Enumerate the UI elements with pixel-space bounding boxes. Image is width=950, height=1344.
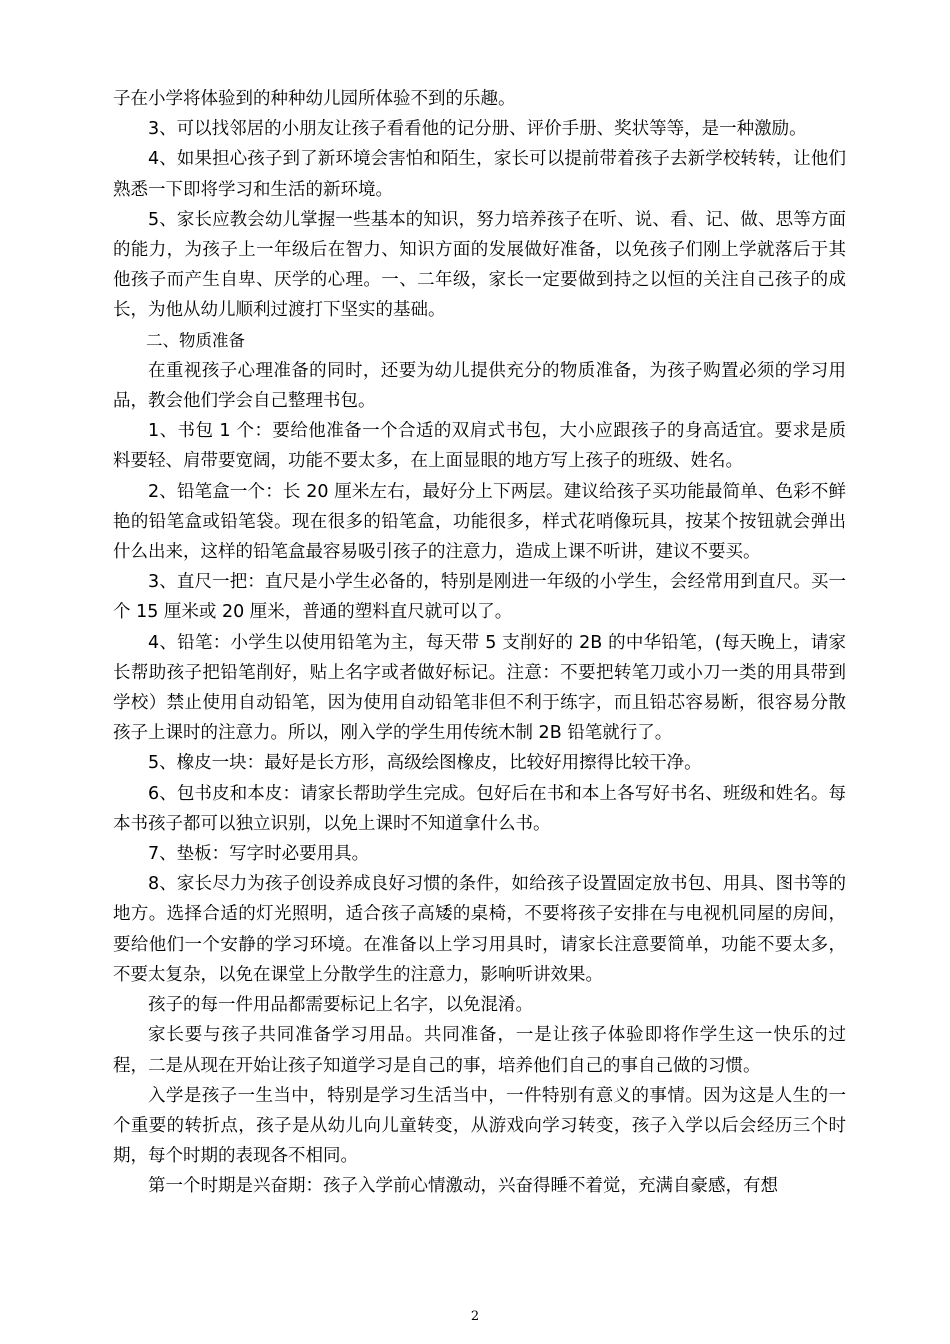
paragraph: 在重视孩子心理准备的同时，还要为幼儿提供充分的物质准备，为孩子购置必须的学习用品，教会他们学会自己整理书包。 (113, 360, 846, 412)
paragraph: 家长要与孩子共同准备学习用品。共同准备，一是让孩子体验即将作学生这一快乐的过程，二是从现在开始让孩子知道学习是自己的事，培养他们自己的事自己做的习惯。 (113, 1025, 846, 1076)
paragraph: 3、可以找邻居的小朋友让孩子看看他的记分册、评价手册、奖状等等，是一种激励。 (148, 119, 807, 140)
paragraph: 4、如果担心孩子到了新环境会害怕和陌生，家长可以提前带着孩子去新学校转转，让他们熟悉一下即将学习和生活的新环境。 (113, 149, 846, 200)
paragraph: 子在小学将体验到的种种幼儿园所体验不到的乐趣。 (113, 89, 516, 109)
page-number: 2 (470, 1309, 480, 1324)
paragraph: 7、垫板：写字时必要用具。 (148, 844, 370, 865)
paragraph: 2、铅笔盒一个：长 20 厘米左右，最好分上下两层。建议给孩子买功能最简单、色彩不鲜艳的铅笔盒或铅笔袋。现在很多的铅笔盒，功能很多，样式花哨像玩具，按某个按钮就会弹出什么出来，这样的铅笔盒最容易吸引孩子的注意力，造成上课不听讲，建议不要买。 (113, 481, 846, 563)
section-heading: 二、物质准备 (146, 330, 245, 350)
paragraph: 5、橡皮一块：最好是长方形，高级绘图橡皮，比较好用擦得比较干净。 (148, 753, 702, 774)
paragraph: 孩子的每一件用品都需要标记上名字，以免混淆。 (148, 995, 533, 1016)
paragraph: 3、直尺一把：直尺是小学生必备的，特别是刚进一年级的小学生，会经常用到直尺。买一个 15 厘米或 20 厘米，普通的塑料直尺就可以了。 (113, 572, 846, 623)
paragraph: 5、家长应教会幼儿掌握一些基本的知识，努力培养孩子在听、说、看、记、做、思等方面的能力，为孩子上一年级后在智力、知识方面的发展做好准备，以免孩子们刚上学就落后于其他孩子而产生自卑、厌学的心理。一、二年级，家长一定要做到持之以恒的关注自己孩子的成长，为他从幼儿顺利过渡打下坚实的基础。 (113, 209, 846, 321)
paragraph: 6、包书皮和本皮：请家长帮助学生完成。包好后在书和本上各写好书名、班级和姓名。每本书孩子都可以独立识别，以免上课时不知道拿什么书。 (113, 783, 846, 834)
paragraph: 入学是孩子一生当中，特别是学习生活当中，一件特别有意义的事情。因为这是人生的一个重要的转折点，孩子是从幼儿向儿童转变，从游戏向学习转变，孩子入学以后会经历三个时期，每个时期的表现各不相同。 (113, 1085, 846, 1167)
document-body (113, 84, 846, 1202)
paragraph: 4、铅笔：小学生以使用铅笔为主，每天带 5 支削好的 2B 的中华铅笔，(每天晚上，请家长帮助孩子把铅笔削好，贴上名字或者做好标记。注意：不要把转笔刀或小刀一类的用具带到学校）禁止使用自动铅笔，因为使用自动铅笔非但不利于练字，而且铅芯容易断，很容易分散孩子上课时的注意力。所以，刚入学的学生用传统木制 2B 铅笔就行了。 (113, 632, 846, 744)
paragraph: 第一个时期是兴奋期：孩子入学前心情激动，兴奋得睡不着觉，充满自豪感，有想 (148, 1176, 778, 1197)
paragraph: 1、书包 1 个：要给他准备一个合适的双肩式书包，大小应跟孩子的身高适宜。要求是质料要轻、肩带要宽阔，功能不要太多，在上面显眼的地方写上孩子的班级、姓名。 (113, 421, 846, 472)
paragraph: 8、家长尽力为孩子创设养成良好习惯的条件，如给孩子设置固定放书包、用具、图书等的地方。选择合适的灯光照明，适合孩子高矮的桌椅，不要将孩子安排在与电视机同屋的房间，要给他们一个安静的学习环境。在准备以上学习用具时，请家长注意要简单，功能不要太多，不要太复杂，以免在课堂上分散学生的注意力，影响听讲效果。 (113, 874, 846, 985)
